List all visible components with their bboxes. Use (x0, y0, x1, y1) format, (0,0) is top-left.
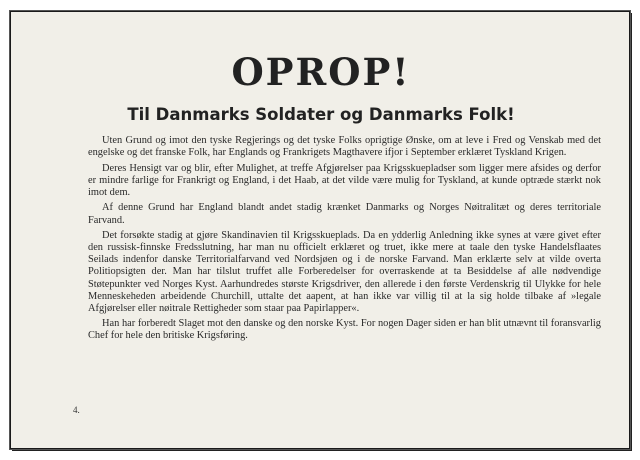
paragraph-3: Af denne Grund har England blandt andet stadig krænket Danmarks og Norges Nøitralitæt og deres territoriale Farvand. (88, 202, 601, 226)
leaflet-body (88, 135, 601, 346)
leaflet-title: OPROP! (231, 50, 411, 94)
print-mark: 4. (73, 405, 80, 415)
paragraph-2: Deres Hensigt var og blir, efter Mulighet, at treffe Afgjørelser paa Krigsskuepladser som ligger mere afsides og derfor er mindre farlige for Frankrigt og England, i det Haab, at det vilde være mulig for Tyskland, at kunde optræde stærkt nok imot dem. (88, 162, 601, 198)
paragraph-1: Uten Grund og imot den tyske Regjerings og det tyske Folks oprigtige Ønske, om at leve i Fred og Venskab med det engelske og det franske Folk, har Englands og Frankrigets Magthavere ifjor i September erklæret Tyskland Krigen. (88, 135, 601, 159)
leaflet-sheet (10, 11, 630, 449)
leaflet-subtitle: Til Danmarks Soldater og Danmarks Folk! (127, 105, 515, 124)
paragraph-5: Han har forberedt Slaget mot den danske og den norske Kyst. For nogen Dager siden er han blit utnævnt til foransvarlig Chef for hele den britiske Krigsføring. (88, 318, 601, 342)
paragraph-4: Det forsøkte stadig at gjøre Skandinavien til Krigsskueplads. Da en ydderlig Anledning ikke synes at være givet efter den russisk-finnske Fredsslutning, har man nu officielt erklæret og truet, ikke mere at taale den tyske Handelsflaates Seilads indenfor danske Territorialfarvand ved Nordsjøen og i de norske Farvand. Man erklærte selv at vilde overta Politiopsigten der. Man har tilslut truffet alle Forberedelser for overraskende at ta Besiddelse af alle nødvendige Støtepunkter ved Norges Kyst. Aarhundredes største Krigsdriver, den allerede i den første Verdenskrig til Ulykke for hele Menneskeheden arbeidende Churchill, uttalte det aapent, at han ikke var villig til at la sig holde tilbake af »legale Afgjørelser eller nøitrale Rettigheder som staar paa Papirlapper«. (88, 230, 601, 314)
